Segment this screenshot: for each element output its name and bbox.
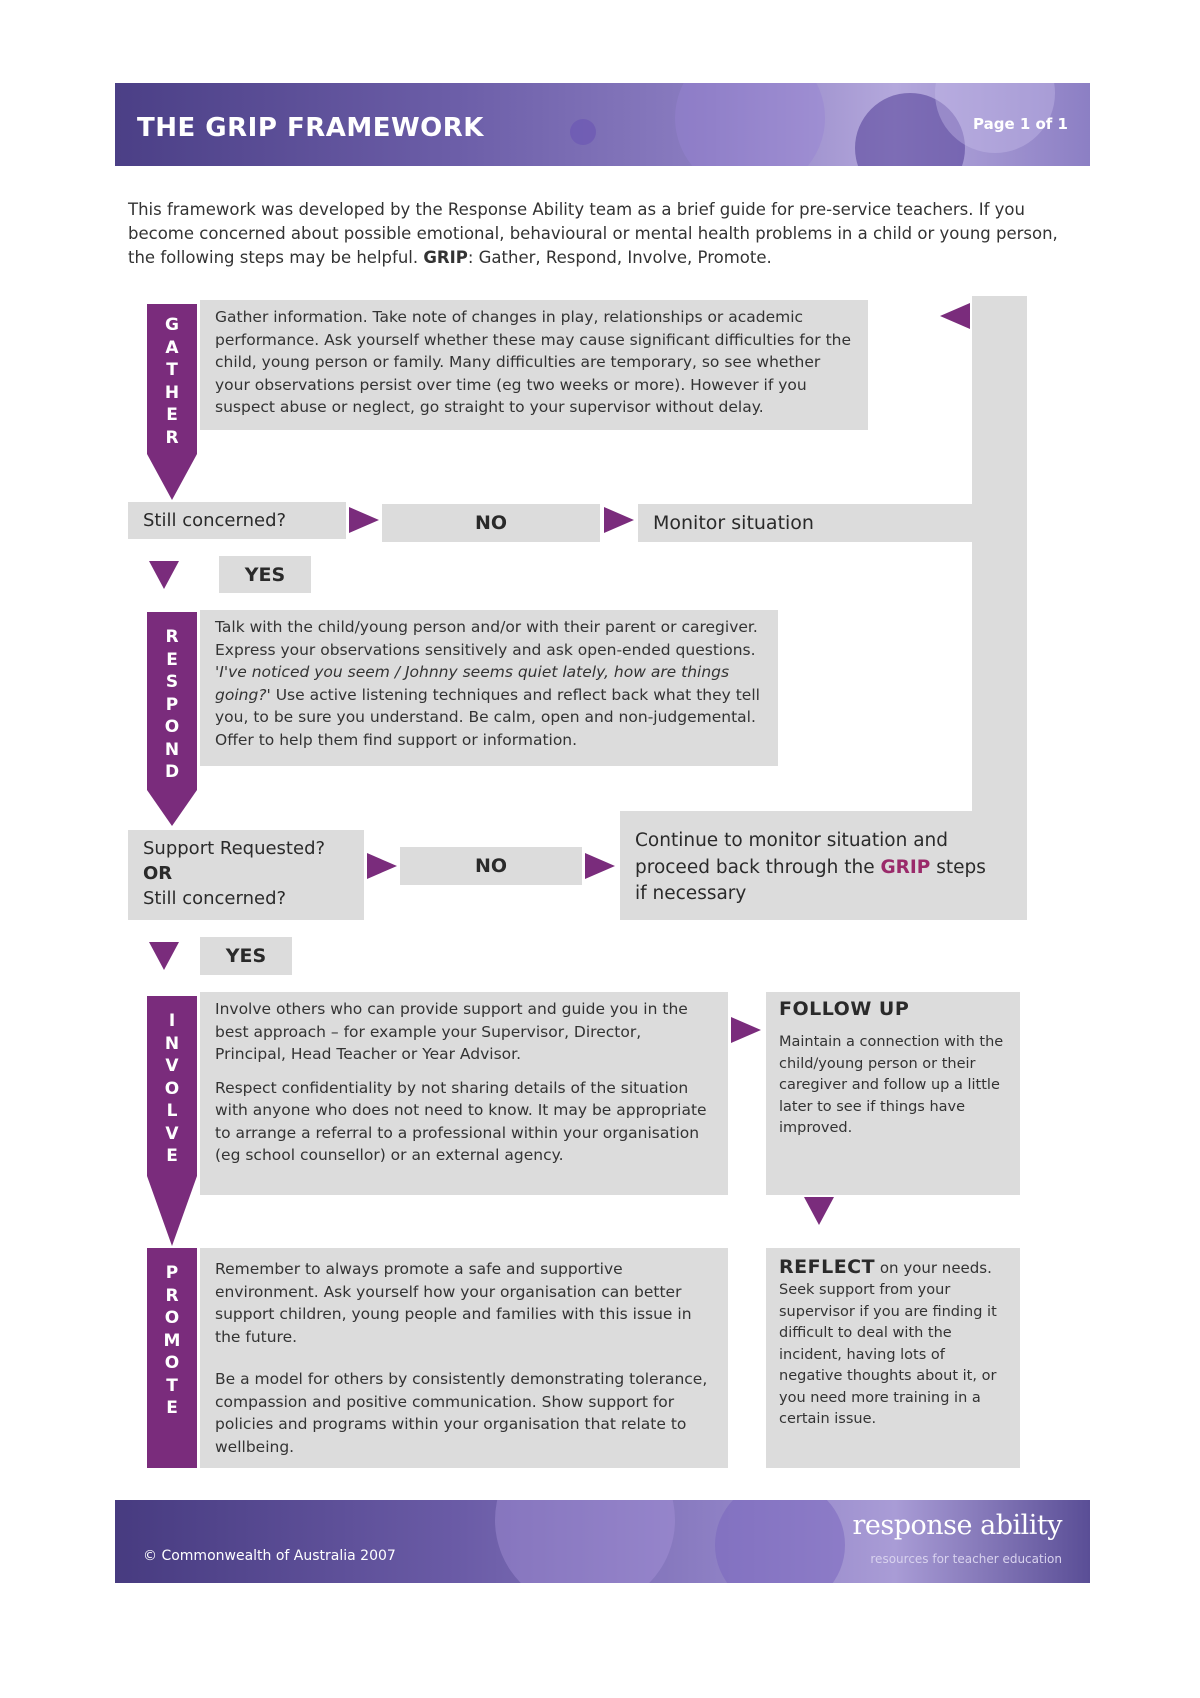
respond-letter: P (165, 694, 179, 715)
reflect-box (766, 1248, 1020, 1468)
promote-letter: P (165, 1263, 179, 1283)
promote-label-bar (147, 1248, 197, 1468)
arrow-down (804, 1197, 834, 1225)
arrow-right (731, 1017, 761, 1043)
respond-letter: E (166, 649, 178, 670)
yes-box (219, 556, 311, 593)
respond-text-a: Talk with the child/young person and/or with their parent or caregiver. Express your observations sensitively and ask open-ended questions. (215, 618, 758, 659)
monitor-situation-label: Monitor situation (653, 512, 814, 534)
involve-letter: V (165, 1123, 179, 1144)
promote-text-2: Be a model for others by consistently demonstrating tolerance, compassion and positive communication. Show support for policies and programs within your organisation that relate to wellbeing. (215, 1370, 708, 1456)
decorative-circle (495, 1500, 675, 1583)
promote-letter: O (164, 1353, 180, 1373)
continue-monitor-box (620, 811, 1027, 920)
involve-letter: V (165, 1056, 179, 1076)
arrow-down (149, 942, 179, 970)
involve-letter: L (166, 1101, 178, 1121)
involve-letter: E (166, 1146, 178, 1166)
involve-letter: O (164, 1078, 180, 1099)
respond-letter: D (164, 762, 180, 782)
involve-arrow-down (147, 1176, 197, 1246)
respond-label-bar (147, 612, 197, 790)
respond-box (200, 610, 778, 766)
or-label: OR (143, 863, 173, 884)
yes-label: YES (225, 945, 267, 967)
promote-box (200, 1248, 728, 1468)
gather-letter: E (166, 405, 178, 425)
respond-text-italic: 'I've noticed you seem / Johnny seems quiet lately, how are things going?' (215, 663, 730, 704)
yes-label: YES (244, 563, 286, 586)
no-box (382, 504, 600, 542)
copyright-text: © Commonwealth of Australia 2007 (143, 1548, 396, 1564)
still-concerned-label: Still concerned? (143, 888, 287, 909)
gather-text: Gather information. Take note of changes in play, relationships or academic performance. Ask yourself whether these may cause significant difficulties for the child, young person or family. Many difficulties are temporary, so see whether your observations persist over time (eg two weeks or more). However if you suspect abuse or neglect, go straight to your supervisor without delay. (215, 308, 852, 416)
promote-letter: M (163, 1330, 181, 1351)
gather-label-bar (147, 304, 197, 454)
arrow-right (604, 507, 634, 533)
follow-up-title: FOLLOW UP (779, 998, 910, 1020)
no-label: NO (474, 855, 508, 877)
gather-letter: R (165, 427, 179, 448)
promote-letters (147, 1248, 197, 1420)
continue-text-a: Continue to monitor situation and proceed back through the (635, 830, 949, 878)
intro-paragraph (128, 198, 1078, 270)
monitor-situation-box (638, 504, 1027, 542)
involve-box (200, 992, 728, 1195)
intro-text: This framework was developed by the Response Ability team as a brief guide for pre-service teachers. If you become concerned about possible emotional, behavioural or mental health problems in a child or young person, the following steps may be helpful. (128, 200, 1058, 267)
gather-arrow-down (147, 454, 197, 500)
brand-logo: response ability (852, 1510, 1062, 1541)
reflect-title: REFLECT (779, 1256, 876, 1278)
involve-text-2: Respect confidentiality by not sharing details of the situation with anyone who does not need to know. It may be appropriate to arrange a referral to a professional within your organisation (eg school counsellor) or an external agency. (215, 1078, 707, 1164)
no-box (400, 847, 582, 885)
brand-tagline: resources for teacher education (870, 1552, 1062, 1566)
arrow-right (585, 853, 615, 879)
no-label: NO (474, 512, 508, 534)
continue-text-b: steps if necessary (635, 856, 986, 904)
respond-text (215, 616, 764, 751)
yes-box (200, 937, 292, 975)
involve-letters (147, 996, 197, 1168)
promote-letter: T (166, 1375, 178, 1396)
page-title: THE GRIP FRAMEWORK (137, 113, 484, 143)
respond-letter: S (165, 672, 179, 692)
gather-letters (147, 304, 197, 449)
still-concerned-box (128, 502, 346, 539)
intro-grip-rest: : Gather, Respond, Involve, Promote. (467, 248, 772, 267)
grip-label: GRIP (423, 248, 468, 267)
follow-up-box (766, 992, 1020, 1195)
decorative-circle (715, 1500, 845, 1583)
promote-letter: O (164, 1308, 180, 1328)
respond-letter: R (165, 627, 179, 647)
gather-letter: A (165, 337, 179, 358)
respond-text-b: Use active listening techniques and reflect back what they tell you, to be sure you understand. Be calm, open and non-judgemental. Offer to help them find support or information. (215, 685, 760, 749)
involve-letter: N (164, 1033, 180, 1054)
header-banner (115, 83, 1090, 166)
footer-banner (115, 1500, 1090, 1583)
reflect-heading (779, 1256, 1010, 1278)
support-requested-box (128, 830, 364, 920)
promote-letter: R (165, 1285, 179, 1306)
still-concerned-label: Still concerned? (143, 510, 287, 531)
gather-box (200, 300, 868, 430)
involve-label-bar (147, 996, 197, 1176)
gather-letter: T (166, 360, 178, 380)
support-requested-label: Support Requested? (143, 838, 326, 859)
reflect-text: Seek support from your supervisor if you are finding it difficult to deal with the incident, having lots of negative thoughts about it, or you need more training in a certain issue. (779, 1282, 997, 1427)
loopback-arrow-left (940, 303, 970, 329)
follow-up-text: Maintain a connection with the child/young person or their caregiver and follow up a little later to see if things have improved. (779, 1034, 1004, 1136)
decorative-circle (675, 83, 825, 166)
promote-letter: E (166, 1398, 178, 1418)
respond-letters (147, 612, 197, 784)
involve-text-1: Involve others who can provide support and guide you in the best approach – for example your Supervisor, Director, Principal, Head Teacher or Year Advisor. (215, 1000, 688, 1063)
involve-letter: I (168, 1011, 176, 1031)
gather-letter: H (164, 382, 180, 403)
arrow-right (349, 507, 379, 533)
arrow-down (149, 561, 179, 589)
reflect-title-rest: on your needs. (875, 1259, 992, 1277)
decorative-circle (570, 119, 596, 145)
respond-letter: O (164, 717, 180, 737)
continue-grip: GRIP (880, 856, 931, 878)
gather-letter: G (165, 315, 179, 335)
page-number: Page 1 of 1 (973, 115, 1068, 133)
promote-text-1: Remember to always promote a safe and supportive environment. Ask yourself how your organisation can better support children, young people and families with this issue in the future. (215, 1260, 692, 1346)
respond-letter: N (164, 739, 180, 760)
arrow-right (367, 853, 397, 879)
respond-arrow-down (147, 790, 197, 826)
continue-monitor-text (635, 828, 997, 908)
